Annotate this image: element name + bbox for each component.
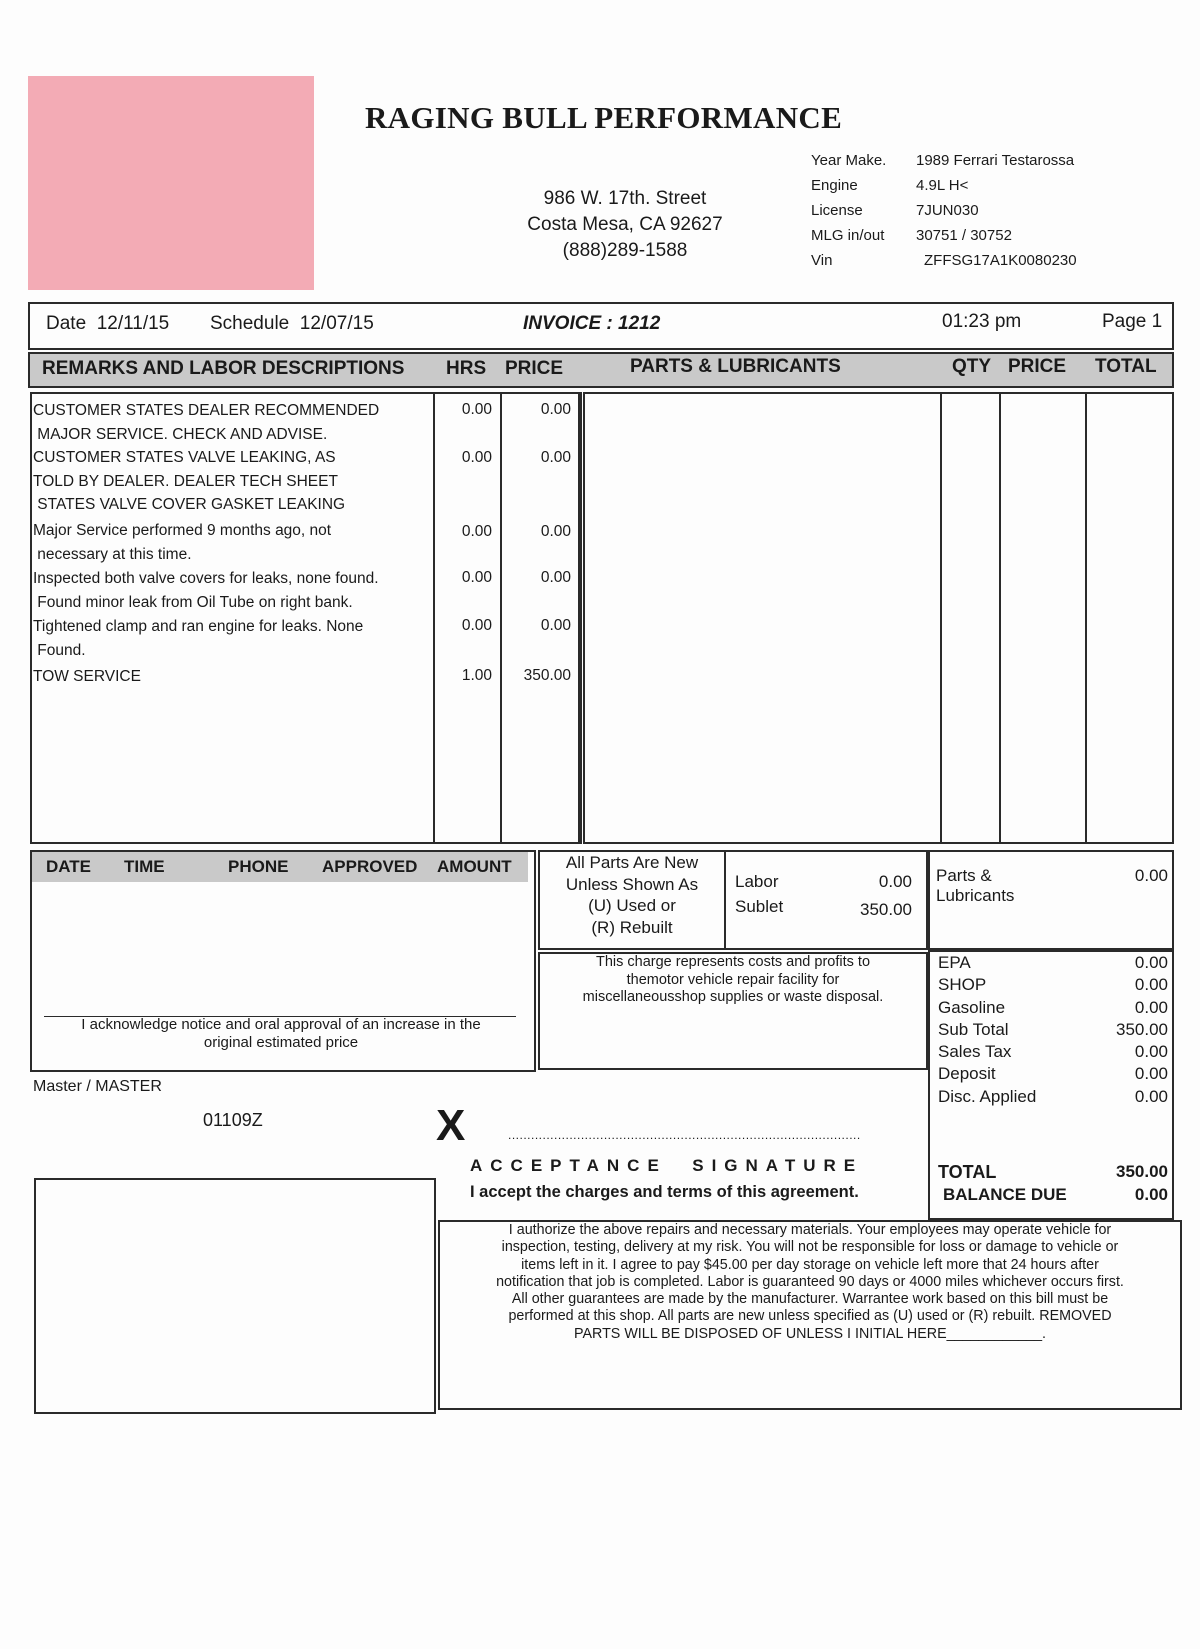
labor-line-2-text-2: TOLD BY DEALER. DEALER TECH SHEET (33, 472, 338, 490)
total-value: 350.00 (1116, 1162, 1168, 1181)
gasoline-label: Gasoline (938, 997, 1006, 1017)
disc-applied-value: 0.00 (1134, 1086, 1168, 1106)
parts-note-2: Unless Shown As (565, 874, 699, 894)
engine-value: 4.9L H< (916, 177, 969, 194)
date-value: 12/11/15 (96, 313, 170, 334)
parts-note-1: All Parts Are New (565, 853, 699, 872)
labor-value: 0.00 (878, 872, 912, 891)
parts-total-label-1: Parts & (936, 866, 992, 885)
header-total: TOTAL (1095, 356, 1157, 377)
header-price: PRICE (505, 358, 564, 379)
company-name: RAGING BULL PERFORMANCE (365, 100, 843, 135)
terms-line-4: notification that job is completed. Labor is guaranteed 90 days or 4000 miles whichever occurs first. (496, 1273, 1124, 1290)
labor-line-6-text-1: TOW SERVICE (33, 668, 141, 685)
parts-col-divider-1 (940, 392, 942, 844)
labor-line-3 (33, 519, 331, 566)
labor-line-2-price: 0.00 (540, 449, 571, 466)
labor-line-5-text-2: Found. (33, 641, 86, 659)
vehicle-labels (811, 148, 886, 273)
engine-label: Engine (811, 177, 858, 194)
license-label: License (811, 202, 863, 219)
invoice-date (46, 313, 169, 335)
labor-line-1-hrs: 0.00 (461, 401, 492, 418)
header-qty: QTY (952, 356, 992, 377)
sublet-value: 350.00 (860, 900, 912, 919)
totals-labels (938, 952, 1036, 1108)
acceptance-text: I accept the charges and terms of this agreement. (470, 1183, 859, 1201)
charge-note-1: This charge represents costs and profits to (595, 954, 871, 970)
labor-line-6 (33, 665, 141, 689)
labor-line-6-price: 350.00 (523, 667, 571, 684)
labor-line-3-hrs: 0.00 (461, 523, 492, 540)
invoice-number: INVOICE : 1212 (523, 313, 661, 334)
labor-line-1-text-1: CUSTOMER STATES DEALER RECOMMENDED (33, 402, 380, 419)
company-phone: (888)289-1588 (562, 240, 688, 261)
labor-line-3-text-1: Major Service performed 9 months ago, not (33, 522, 332, 539)
total-label: TOTAL (938, 1162, 997, 1182)
terms-line-1: I authorize the above repairs and necessary materials. Your employees may operate vehicle for (508, 1222, 1112, 1238)
approval-date: DATE (46, 857, 92, 876)
deposit-value: 0.00 (1134, 1064, 1168, 1084)
subtotal-value: 350.00 (1116, 1019, 1168, 1039)
shop-value: 0.00 (1134, 975, 1168, 995)
license-value: 7JUN030 (916, 202, 979, 219)
shop-label: SHOP (938, 975, 987, 995)
balance-due-label: BALANCE DUE (943, 1185, 1067, 1204)
terms-line-2: inspection, testing, delivery at my risk. You will not be responsible for loss or damage to vehicle or (501, 1239, 1119, 1256)
labor-line-4 (33, 567, 379, 614)
acknowledge-text (36, 1016, 526, 1052)
deposit-label: Deposit (938, 1064, 996, 1084)
labor-line-4-text-1: Inspected both valve covers for leaks, none found. (33, 570, 379, 587)
header-price2: PRICE (1008, 356, 1067, 377)
approval-time: TIME (124, 857, 165, 876)
date-label: Date (46, 313, 87, 334)
labor-label: Labor (735, 872, 779, 891)
labor-line-5 (33, 615, 363, 662)
labor-line-2 (33, 446, 345, 517)
parts-note-4: (R) Rebuilt (591, 917, 673, 937)
labor-line-4-hrs: 0.00 (461, 569, 492, 586)
parts-note (540, 852, 724, 938)
signature-dots: ............................................................................................ (508, 1128, 861, 1142)
parts-total-label (936, 866, 1014, 906)
company-city: Costa Mesa, CA 92627 (527, 214, 723, 235)
terms-line-3: items left in it. I agree to pay $45.00 per day storage on vehicle left more that 24 hours after (521, 1256, 1099, 1273)
disc-applied-label: Disc. Applied (938, 1086, 1037, 1106)
redacted-area (28, 76, 314, 290)
epa-label: EPA (938, 953, 971, 972)
labor-line-1-text-2: MAJOR SERVICE. CHECK AND ADVISE. (33, 425, 328, 443)
vehicle-values (916, 148, 1077, 273)
vin-label: Vin (811, 252, 833, 269)
header-parts: PARTS & LUBRICANTS (630, 356, 841, 377)
payment-code: 01109Z (203, 1110, 263, 1130)
terms-text (442, 1222, 1178, 1343)
labor-line-2-text-1: CUSTOMER STATES VALVE LEAKING, AS (33, 449, 336, 466)
subtotal-label: Sub Total (938, 1019, 1009, 1039)
mlg-value: 30751 / 30752 (916, 227, 1012, 244)
labor-line-6-hrs: 1.00 (461, 667, 492, 684)
labor-col-divider-1 (433, 392, 435, 844)
epa-value: 0.00 (1134, 953, 1168, 972)
header-remarks: REMARKS AND LABOR DESCRIPTIONS (42, 358, 405, 379)
parts-total-label-2: Lubricants (936, 886, 1015, 905)
charge-note-3: miscellaneousshop supplies or waste disposal. (582, 989, 884, 1005)
terms-line-7: PARTS WILL BE DISPOSED OF UNLESS I INITIAL HERE____________. (574, 1325, 1046, 1342)
payment-method: Master / MASTER (33, 1078, 162, 1095)
sales-tax-label: Sales Tax (938, 1042, 1012, 1062)
invoice-time: 01:23 pm (942, 311, 1022, 332)
parts-note-3: (U) Used or (588, 896, 676, 915)
year-make-value: 1989 Ferrari Testarossa (916, 152, 1075, 169)
company-address (490, 186, 760, 264)
header-hrs: HRS (446, 358, 487, 379)
balance-due-value: 0.00 (1134, 1185, 1168, 1204)
terms-line-6: performed at this shop. All parts are new unless specified as (U) used or (R) rebuilt. REMOVED (508, 1308, 1112, 1325)
totals-values (1060, 952, 1168, 1108)
mlg-label: MLG in/out (811, 227, 885, 244)
labor-line-1 (33, 399, 379, 446)
acceptance-signature-title: ACCEPTANCE SIGNATURE (470, 1156, 864, 1175)
blank-box (34, 1178, 436, 1414)
labor-line-3-text-2: necessary at this time. (33, 545, 192, 563)
parts-col-divider-2 (999, 392, 1001, 844)
invoice-page: Page 1 (1102, 311, 1163, 332)
labor-col-divider-3 (578, 392, 580, 844)
approval-amount: AMOUNT (437, 857, 512, 876)
invoice-schedule (210, 313, 374, 335)
parts-col-divider-3 (1085, 392, 1087, 844)
labor-line-5-price: 0.00 (540, 617, 571, 634)
labor-line-2-text-3: STATES VALVE COVER GASKET LEAKING (33, 496, 346, 513)
sales-tax-value: 0.00 (1134, 1042, 1168, 1062)
parts-total-value: 0.00 (1134, 866, 1168, 885)
labor-col-divider-2 (500, 392, 502, 844)
labor-line-5-hrs: 0.00 (461, 617, 492, 634)
year-make-label: Year Make. (811, 152, 887, 169)
acknowledge-text-2: original estimated price (203, 1034, 359, 1051)
labor-line-2-hrs: 0.00 (461, 449, 492, 466)
schedule-value: 12/07/15 (299, 313, 374, 334)
approval-approved: APPROVED (322, 857, 418, 876)
labor-line-4-price: 0.00 (540, 569, 571, 586)
acknowledge-text-1: I acknowledge notice and oral approval of an increase in the (81, 1016, 481, 1033)
labor-line-3-price: 0.00 (540, 523, 571, 540)
labor-line-4-text-2: Found minor leak from Oil Tube on right bank. (33, 593, 353, 611)
charge-note-2: themotor vehicle repair facility for (626, 971, 840, 988)
signature-x: X (436, 1101, 466, 1150)
approval-phone: PHONE (228, 857, 289, 876)
sublet-label: Sublet (735, 897, 784, 916)
labor-line-5-text-1: Tightened clamp and ran engine for leaks. None (33, 618, 364, 635)
vin-value: ZFFSG17A1K0080230 (924, 252, 1077, 269)
charge-note (546, 954, 920, 1007)
schedule-label: Schedule (210, 313, 290, 334)
labor-line-1-price: 0.00 (540, 401, 571, 418)
terms-line-5: All other guarantees are made by the manufacturer. Warrantee work based on this bill must be (511, 1291, 1109, 1308)
gasoline-value: 0.00 (1134, 997, 1168, 1017)
company-street: 986 W. 17th. Street (543, 188, 707, 209)
